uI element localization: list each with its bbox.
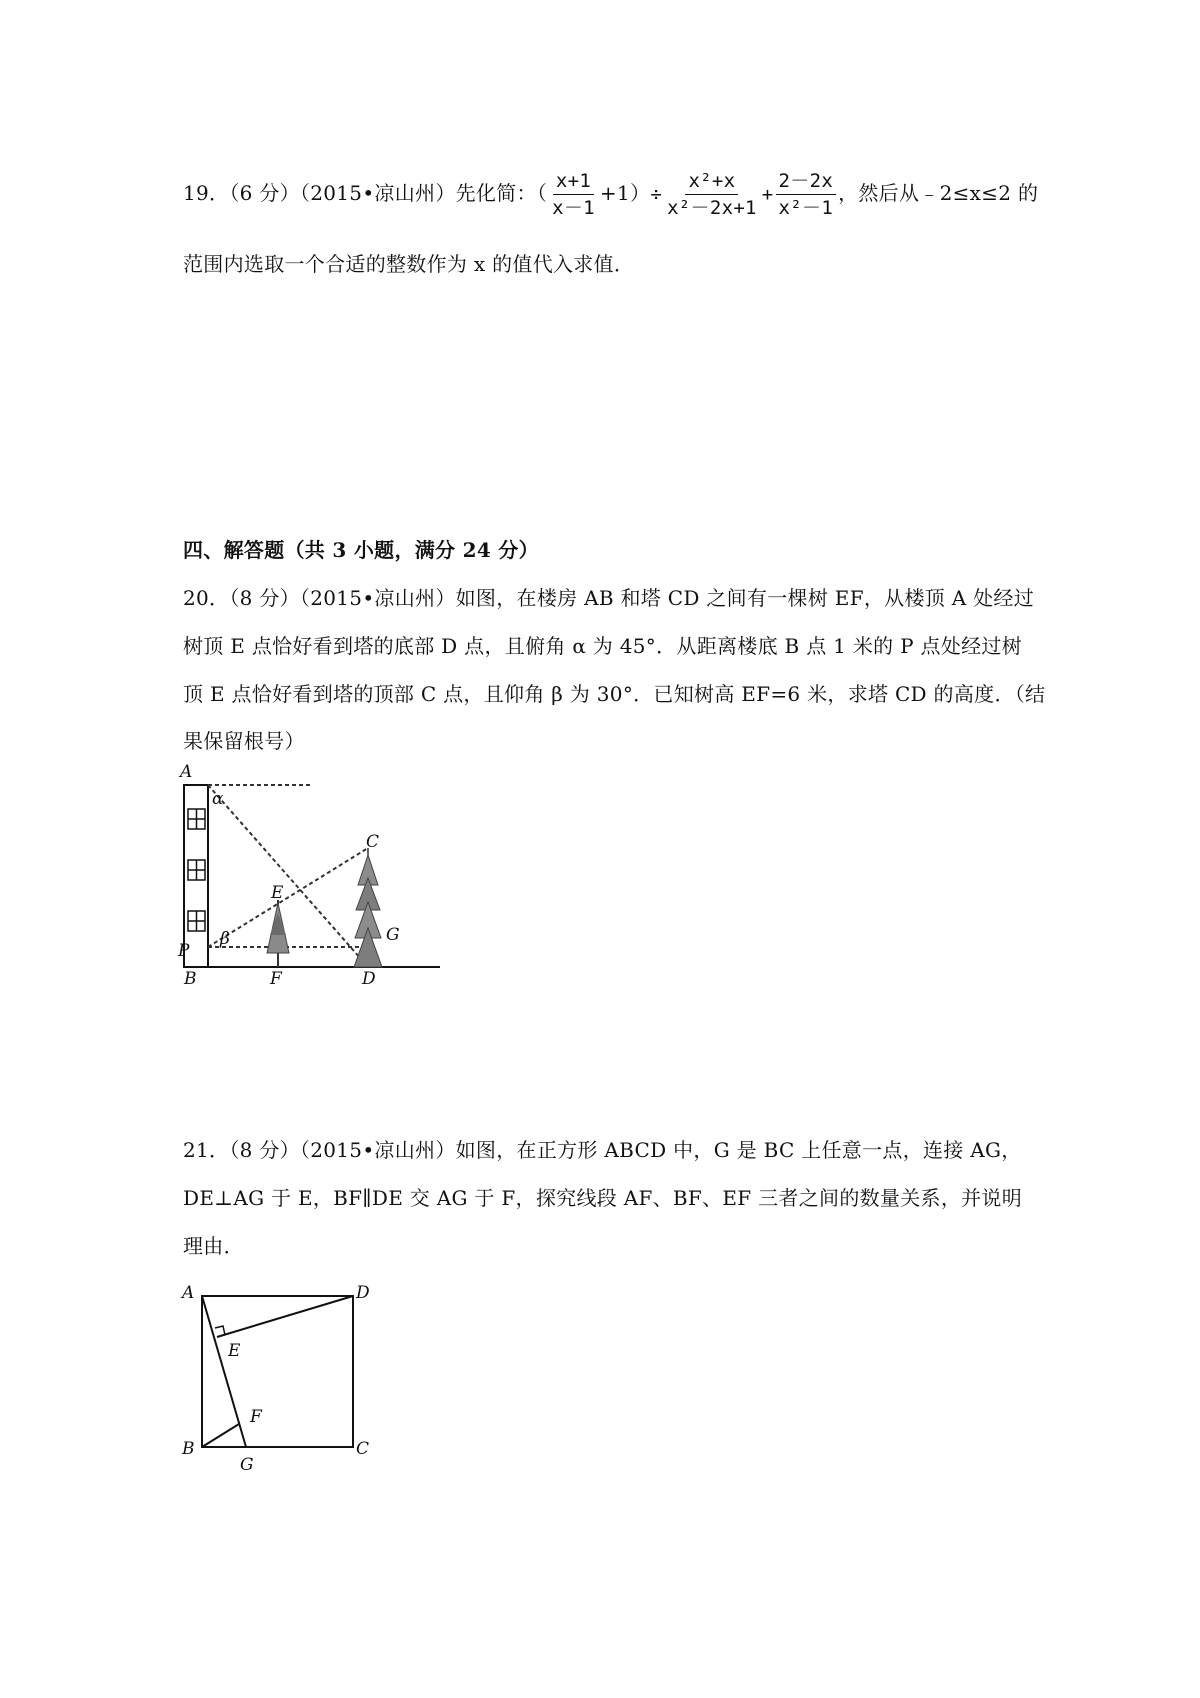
label-a: A [180, 762, 193, 782]
tree-ef [267, 900, 289, 967]
q19-fraction-2: $\frac{\text{x²+x}}{\text{x²－2x+1}}$ [667, 170, 757, 219]
q19-divide: ÷ [650, 183, 663, 206]
q20-line-4: 果保留根号） [183, 729, 305, 753]
label-g: G [386, 925, 400, 945]
q21-line-3: 理由． [183, 1234, 244, 1258]
label-d: D [356, 1283, 370, 1303]
q19-prefix: 19．（6 分）（2015•凉山州）先化简：（ [183, 181, 548, 205]
q19-fraction-1: $\frac{x+1}{x-1}$ [552, 170, 595, 219]
building-window [188, 860, 205, 880]
label-e: E [271, 883, 284, 903]
label-f: F [270, 969, 282, 985]
label-c: C [366, 832, 380, 852]
q20-line-3: 顶 E 点恰好看到塔的顶部 C 点，且仰角 β 为 30°．已知树高 EF=6 米，求塔 CD 的高度．（结 [183, 682, 1046, 706]
q19-line-1 [183, 168, 1038, 221]
q19-fraction-3: $\frac{2-2x}{\text{x²－1}}$ [776, 168, 837, 221]
segment-de [217, 1296, 353, 1337]
label-b: B [182, 1439, 195, 1459]
q20-figure [170, 760, 450, 985]
label-d: D [362, 969, 376, 985]
label-g: G [240, 1455, 254, 1475]
label-beta: β [220, 929, 230, 949]
label-f: F [250, 1407, 262, 1427]
label-p: P [178, 941, 190, 961]
section-heading: 四、解答题（共 3 小题，满分 24 分） [183, 538, 539, 562]
building-window [188, 911, 205, 931]
label-alpha: α [212, 789, 224, 809]
segment-bf [202, 1424, 239, 1447]
q21-figure [170, 1280, 380, 1480]
label-b: B [184, 969, 197, 985]
label-e: E [228, 1341, 241, 1361]
label-c: C [356, 1439, 370, 1459]
q19-line-2: 范围内选取一个合适的整数作为 x 的值代入求值． [183, 252, 635, 276]
q19-plus: + [761, 183, 774, 206]
sight-line-p-c [208, 848, 368, 947]
tower-cd [354, 848, 382, 967]
right-angle-mark [215, 1326, 225, 1335]
building-window [188, 809, 205, 829]
label-a: A [182, 1283, 195, 1303]
segment-ag [202, 1296, 246, 1447]
q20-line-2: 树顶 E 点恰好看到塔的底部 D 点，且俯角 α 为 45°．从距离楼底 B 点 1 米的 P 点处经过树 [183, 634, 1023, 658]
sight-line-a-d [208, 785, 368, 967]
q19-plus-one: +1） [599, 181, 651, 205]
q21-line-2: DE⊥AG 于 E，BF∥DE 交 AG 于 F，探究线段 AF、BF、EF 三者之间的数量关系，并说明 [183, 1186, 1023, 1210]
q21-line-1: 21．（8 分）（2015•凉山州）如图，在正方形 ABCD 中，G 是 BC 上任意一点，连接 AG， [183, 1138, 1022, 1162]
q19-suffix: ，然后从﹣2≤x≤2 的 [838, 181, 1039, 205]
q20-line-1: 20．（8 分）（2015•凉山州）如图，在楼房 AB 和塔 CD 之间有一棵树 EF，从楼顶 A 处经过 [183, 586, 1035, 610]
